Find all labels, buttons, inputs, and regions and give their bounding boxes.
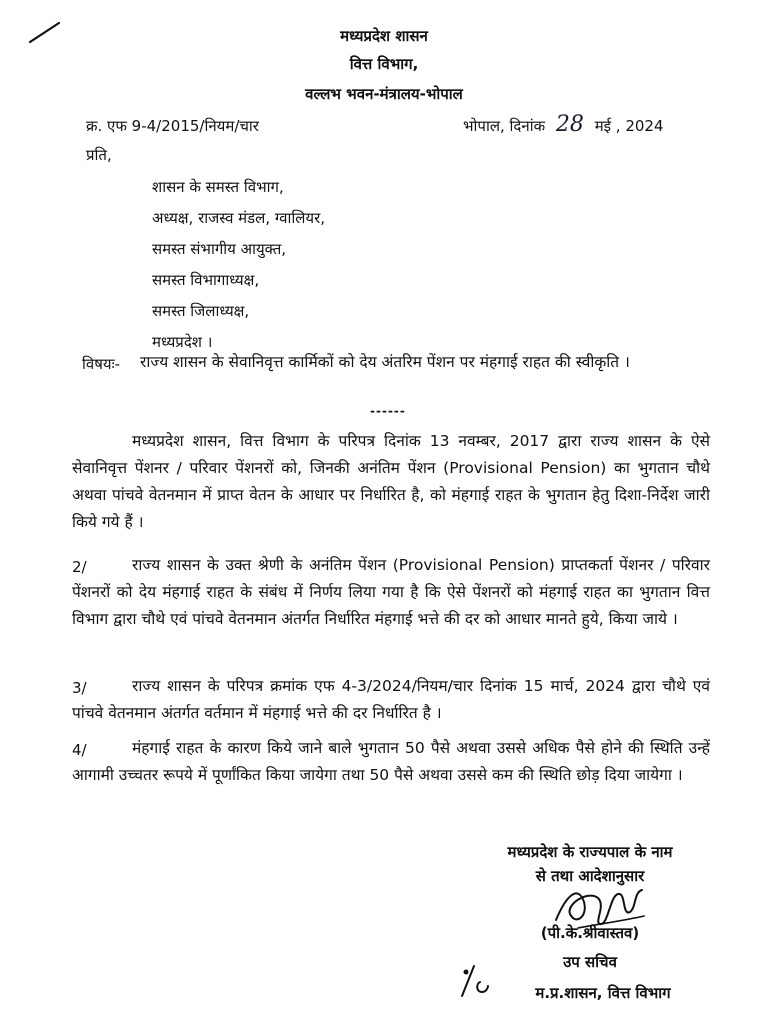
paragraph-4-text: मंहगाई राहत के कारण किये जाने बाले भुगतान 50 पैसे अथवा उससे अधिक पैसे होने की स्थिति उन्हें आगामी उच्चतर रूपये में पूर्णांकित किया जायेगा तथा 50 पैसे अथवा उससे कम की स्थिति छोड़ दिया जायेगा । (72, 739, 710, 784)
addressee: मध्यप्रदेश । (152, 333, 213, 351)
date-month-year: मई , 2024 (594, 117, 664, 135)
addressee-list (152, 172, 325, 358)
signatory-designation: उप सचिव (563, 953, 617, 971)
addressee: अध्यक्ष, राजस्व मंडल, ग्वालियर, (152, 209, 325, 227)
date-day-handwritten: 28 (555, 112, 584, 137)
subject-label: विषयः- (82, 355, 121, 373)
handwritten-initial-mark (458, 962, 504, 1002)
header-department: वित्त विभाग, (349, 55, 419, 73)
signature-line-2: से तथा आदेशानुसार (535, 867, 645, 885)
header-government: मध्यप्रदेश शासन (340, 27, 428, 45)
paragraph-2-text: राज्य शासन के उक्त श्रेणी के अनंतिम पेंशन (Provisional Pension) प्राप्तकर्ता पेंशनर / परिवार पेंशनरों को देय मंहगाई राहत के संबंध में निर्णय लिया गया है कि ऐसे पेंशनरों को मंहगाई राहत का भुगतान वित्त विभाग द्वारा चौथे एवं पांचवे वेतनमान अंतर्गत निर्धारित मंहगाई भत्ते की दर को आधार मानते हुये, किया जाये । (72, 556, 710, 628)
separator: ------ (370, 404, 406, 418)
paragraph-2-number: 2/ (72, 558, 87, 576)
signatory-office: म.प्र.शासन, वित्त विभाग (535, 984, 671, 1002)
paragraph-3-number: 3/ (72, 679, 87, 697)
paragraph-1 (72, 428, 710, 536)
signatory-name: (पी.के.श्रीवास्तव) (540, 924, 640, 942)
paragraph-3-text: राज्य शासन के परिपत्र क्रमांक एफ 4-3/2024/नियम/चार दिनांक 15 मार्च, 2024 द्वारा चौथे एवं पांचवे वेतनमान अंतर्गत वर्तमान में मंहगाई भत्ते की दर निर्धारित है । (72, 677, 710, 722)
addressee: समस्त संभागीय आयुक्त, (152, 240, 287, 258)
paragraph-4 (72, 735, 710, 789)
place-date-label: भोपाल, दिनांक (463, 117, 546, 135)
place-date (463, 112, 664, 137)
subject-text: राज्य शासन के सेवानिवृत्त कार्मिकों को देय अंतरिम पेंशन पर मंहगाई राहत की स्वीकृति । (140, 353, 630, 371)
paragraph-1-text: मध्यप्रदेश शासन, वित्त विभाग के परिपत्र दिनांक 13 नवम्बर, 2017 द्वारा राज्य शासन के ऐसे सेवानिवृत्त पेंशनर / परिवार पेंशनरों को, जिनकी अनंतिम पेंशन (Provisional Pension) का भुगतान चौथे अथवा पांचवे वेतनमान में प्राप्त वेतन के आधार पर निर्धारित है, को मंहगाई राहत के भुगतान हेतु दिशा-निर्देश जारी किये गये हैं । (72, 432, 710, 531)
to-label: प्रति, (86, 146, 112, 164)
addressee: समस्त विभागाध्यक्ष, (152, 271, 260, 289)
paragraph-3 (72, 673, 710, 727)
paragraph-2 (72, 552, 710, 633)
paragraph-4-number: 4/ (72, 741, 87, 759)
addressee: समस्त जिलाध्यक्ष, (152, 302, 250, 320)
reference-number: क्र. एफ 9-4/2015/नियम/चार (86, 117, 259, 135)
signature-line-1: मध्यप्रदेश के राज्यपाल के नाम (507, 843, 673, 861)
header-address: वल्लभ भवन-मंत्रालय-भोपाल (305, 85, 463, 103)
addressee: शासन के समस्त विभाग, (152, 178, 284, 196)
